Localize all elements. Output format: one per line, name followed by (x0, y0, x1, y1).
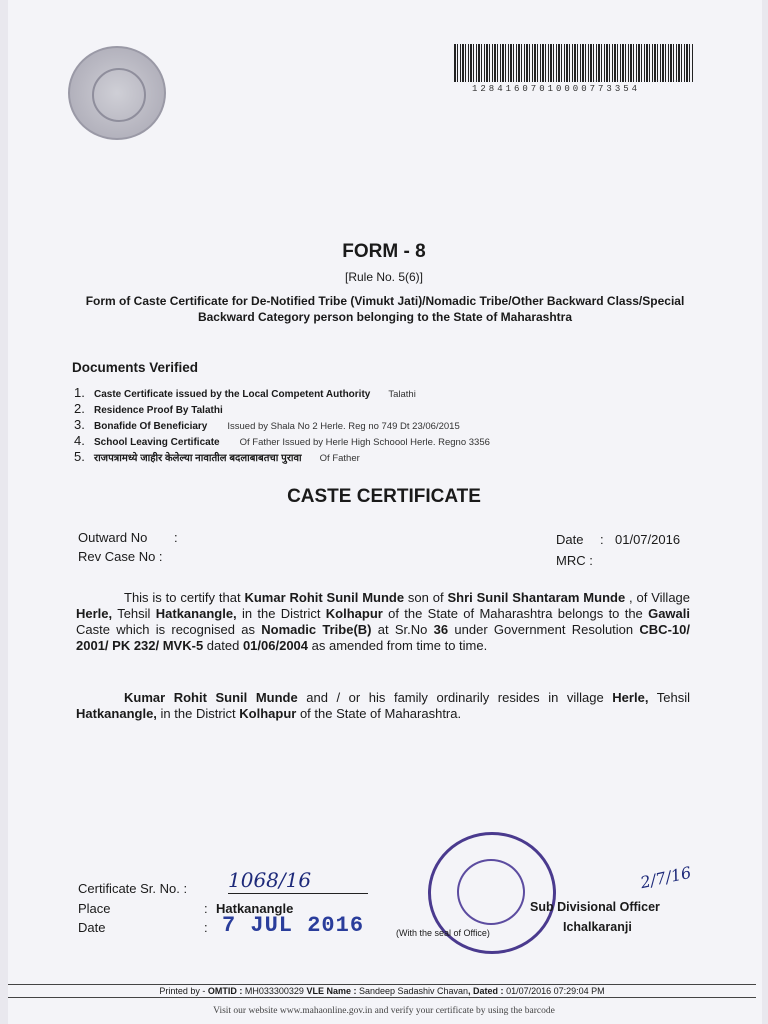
form-heading: Form of Caste Certificate for De-Notified Tribe (Vimukt Jati)/Nomadic Tribe/Other Backward Class/Special Backward Category person belonging to the State of Maharashtra (85, 294, 685, 324)
document-item: 4. School Leaving Certificate Of Father Issued by Herle High Schoool Herle. Regno 3356 (74, 433, 490, 448)
documents-verified-heading: Documents Verified (72, 360, 199, 375)
residence-paragraph: Kumar Rohit Sunil Munde and / or his family ordinarily resides in village Herle, Tehsil Hatkanangle, in the District Kolhapur of the State of Maharashtra. (76, 690, 690, 721)
seal-of-office-note: (With the seal of Office) (396, 928, 490, 938)
mrc-label: MRC : (556, 553, 593, 568)
officer-place: Ichalkaranji (563, 920, 632, 934)
outward-no-label: Outward No (78, 530, 148, 545)
document-item: 1. Caste Certificate issued by the Local Competent Authority Talathi (74, 385, 416, 400)
printed-by-footer: Printed by - OMTID : MH033300329 VLE Name : Sandeep Sadashiv Chavan, Dated : 01/07/2016 07:29:04 PM (8, 984, 756, 998)
date-signoff-label: Date (78, 920, 106, 935)
certificate-sr-no-label: Certificate Sr. No. : (78, 881, 188, 896)
officer-title: Sub Divisional Officer (530, 900, 660, 914)
outward-no-colon: : (174, 530, 178, 545)
date-label: Date (556, 532, 584, 547)
certificate-sr-no-value: 1068/16 (228, 868, 368, 894)
barcode (454, 44, 694, 82)
place-colon: : (204, 901, 208, 916)
date-colon: : (600, 532, 604, 547)
document-item: 3. Bonafide Of Beneficiary Issued by Shala No 2 Herle. Reg no 749 Dt 23/06/2015 (74, 417, 460, 432)
document-item: 5. राजपत्रामध्ये जाहीर केलेल्या नावातील बदलाबाबतचा पुरावा Of Father (74, 449, 360, 464)
signature-date: 2/7/16 (638, 862, 693, 893)
caste-certificate-title: CASTE CERTIFICATE (287, 486, 481, 507)
place-label: Place (78, 901, 111, 916)
barcode-number: 12841607010000773354 (472, 84, 641, 94)
form-title: FORM - 8 (342, 241, 426, 262)
place-value: Hatkanangle (216, 901, 294, 916)
date-signoff-colon: : (204, 920, 208, 935)
certification-paragraph: This is to certify that Kumar Rohit Sunil Munde son of Shri Sunil Shantaram Munde , of Village Herle, Tehsil Hatkanangle, in the District Kolhapur of the State of Maharashtra belongs to the Gawali Caste which is recognised as Nomadic Tribe(B) at Sr.No 36 under Government Resolution CBC-10/ 2001/ PK 232/ MVK-5 dated 01/06/2004 as amended from time to time. (76, 590, 691, 653)
rule-number: [Rule No. 5(6)] (344, 270, 424, 284)
date-value: 01/07/2016 (615, 532, 681, 547)
rev-case-no-label: Rev Case No : (78, 549, 163, 564)
document-item: 2. Residence Proof By Talathi (74, 401, 223, 416)
government-seal-emblem (68, 46, 166, 140)
verify-website-note: Visit our website www.mahaonline.gov.in and verify your certificate by using the barcode (213, 1006, 555, 1016)
date-stamp: 7 JUL 2016 (222, 913, 365, 938)
